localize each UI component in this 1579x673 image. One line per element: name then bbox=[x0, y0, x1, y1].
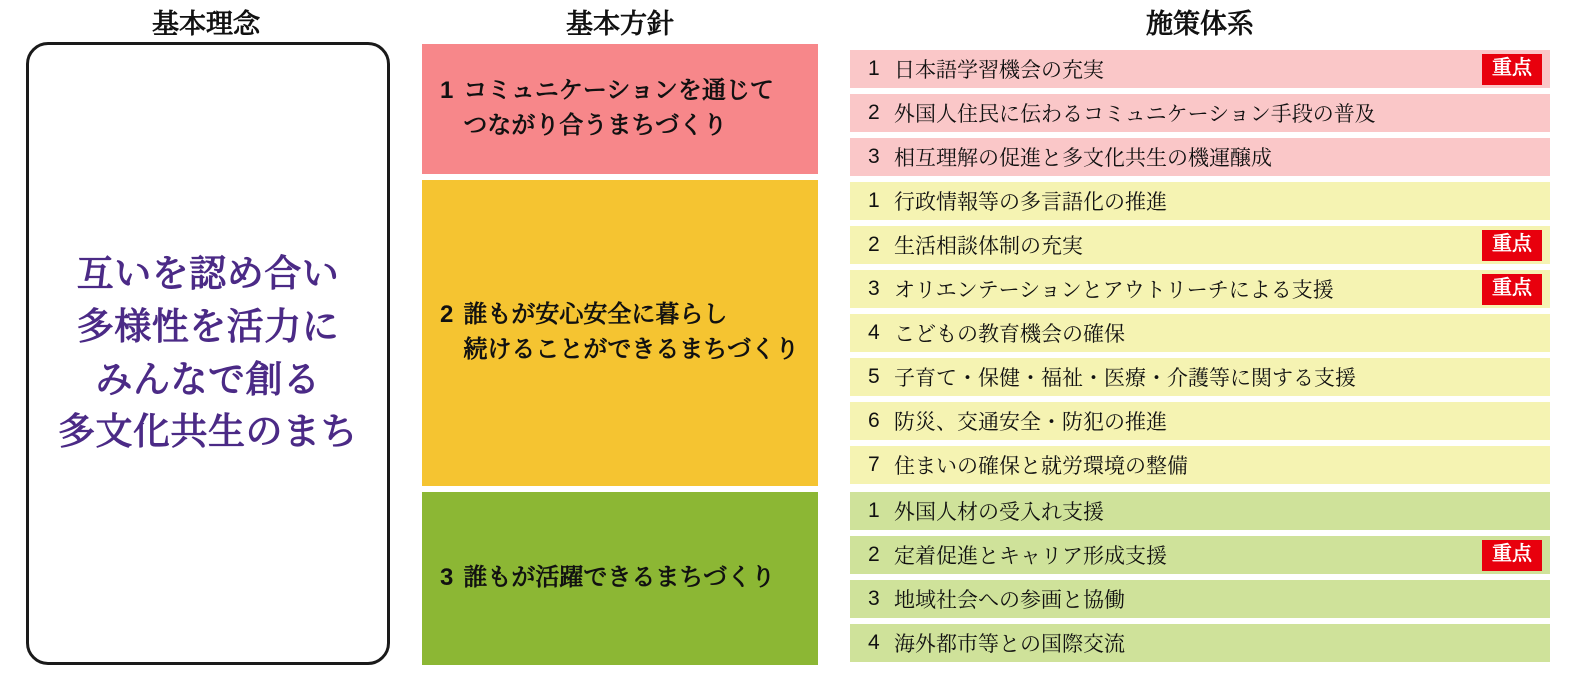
measure-number: 3 bbox=[868, 587, 880, 610]
measure-row bbox=[850, 50, 1550, 88]
philosophy-line-1: 互いを認め合い bbox=[76, 253, 340, 295]
measure-row bbox=[850, 182, 1550, 220]
measure-label: 定着促進とキャリア形成支援 bbox=[894, 545, 1167, 568]
measure-row bbox=[850, 94, 1550, 132]
policy-number-2: 2 bbox=[440, 301, 454, 329]
policy-label-wrapper-2 bbox=[463, 298, 799, 368]
measure-row bbox=[850, 580, 1550, 618]
measure-row bbox=[850, 314, 1550, 352]
measure-label: 子育て・保健・福祉・医療・介護等に関する支援 bbox=[894, 367, 1356, 390]
policy-number-1: 1 bbox=[440, 77, 454, 105]
policy-label-2-line-1: 誰もが安心安全に暮らし bbox=[463, 301, 728, 329]
priority-badge: 重点 bbox=[1482, 54, 1542, 85]
policy-content-2 bbox=[440, 298, 800, 368]
measure-number: 1 bbox=[868, 189, 880, 212]
policy-block-2 bbox=[422, 180, 818, 486]
measure-row bbox=[850, 402, 1550, 440]
measure-label: 地域社会への参画と協働 bbox=[894, 589, 1125, 612]
column-header-philosophy: 基本理念 bbox=[152, 9, 260, 39]
measure-row bbox=[850, 492, 1550, 530]
measure-label: 相互理解の促進と多文化共生の機運醸成 bbox=[894, 147, 1272, 170]
measure-number: 5 bbox=[868, 365, 880, 388]
measure-row bbox=[850, 270, 1550, 308]
measure-number: 1 bbox=[868, 499, 880, 522]
philosophy-line-2: 多様性を活力に bbox=[76, 305, 340, 347]
measure-number: 2 bbox=[868, 233, 880, 256]
measure-row bbox=[850, 624, 1550, 662]
priority-badge: 重点 bbox=[1482, 230, 1542, 261]
measure-label: 生活相談体制の充実 bbox=[894, 235, 1083, 258]
philosophy-line-3: みんなで創る bbox=[95, 358, 321, 400]
measure-number: 3 bbox=[868, 277, 880, 300]
measure-number: 2 bbox=[868, 101, 880, 124]
policy-content-1 bbox=[440, 74, 800, 144]
measure-number: 2 bbox=[868, 543, 880, 566]
philosophy-line-4: 多文化共生のまち bbox=[58, 411, 358, 453]
policy-label-1-line-2: つながり合うまちづくり bbox=[463, 112, 728, 139]
column-header-measures: 施策体系 bbox=[1146, 9, 1254, 39]
column-header-policy: 基本方針 bbox=[566, 9, 674, 39]
policy-number-3: 3 bbox=[440, 564, 454, 592]
policy-block-3 bbox=[422, 492, 818, 665]
policy-block-1 bbox=[422, 44, 818, 174]
measure-label: 行政情報等の多言語化の推進 bbox=[894, 191, 1167, 214]
measure-row bbox=[850, 446, 1550, 484]
policy-label-wrapper-3 bbox=[463, 561, 775, 596]
measure-number: 7 bbox=[868, 453, 880, 476]
measure-label: オリエンテーションとアウトリーチによる支援 bbox=[894, 279, 1334, 302]
measure-label: 外国人住民に伝わるコミュニケーション手段の普及 bbox=[894, 103, 1376, 126]
policy-label-3-line-1: 誰もが活躍できるまちづくり bbox=[463, 564, 776, 592]
measure-label: 防災、交通安全・防犯の推進 bbox=[894, 411, 1167, 434]
measure-number: 1 bbox=[868, 57, 880, 80]
measure-row bbox=[850, 138, 1550, 176]
measure-number: 4 bbox=[868, 321, 880, 344]
policy-label-2-line-2: 続けることができるまちづくり bbox=[463, 336, 800, 363]
priority-badge: 重点 bbox=[1482, 540, 1542, 571]
policy-label-1-line-1: コミュニケーションを通じて bbox=[463, 77, 774, 105]
measure-number: 3 bbox=[868, 145, 880, 168]
measure-label: こどもの教育機会の確保 bbox=[894, 323, 1125, 346]
policy-content-3 bbox=[440, 561, 800, 596]
priority-badge: 重点 bbox=[1482, 274, 1542, 305]
policy-label-wrapper-1 bbox=[463, 74, 774, 144]
measure-label: 住まいの確保と就労環境の整備 bbox=[894, 455, 1188, 478]
measure-label: 外国人材の受入れ支援 bbox=[894, 501, 1104, 524]
measure-label: 海外都市等との国際交流 bbox=[894, 633, 1125, 656]
measure-row bbox=[850, 536, 1550, 574]
measure-row bbox=[850, 358, 1550, 396]
measure-number: 4 bbox=[868, 631, 880, 654]
philosophy-text bbox=[58, 248, 358, 458]
measure-number: 6 bbox=[868, 409, 880, 432]
philosophy-box bbox=[26, 42, 390, 665]
measure-row bbox=[850, 226, 1550, 264]
measure-label: 日本語学習機会の充実 bbox=[894, 59, 1104, 82]
